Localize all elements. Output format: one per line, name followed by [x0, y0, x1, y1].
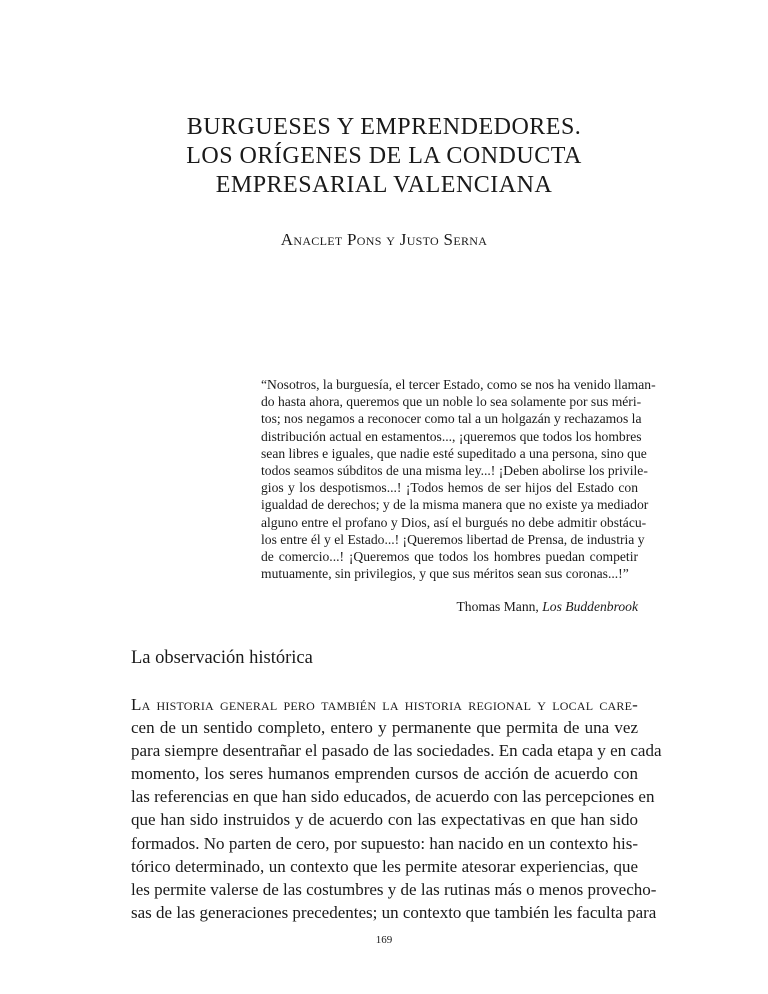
attribution-work: Los Buddenbrook — [542, 599, 638, 614]
page-number: 169 — [375, 934, 393, 946]
body-line: momento, los seres humanos emprenden cursos de acción de acuerdo con — [131, 764, 638, 784]
epigraph-line: distribución actual en estamentos..., ¡queremos que todos los hombres — [261, 428, 642, 444]
body-line: para siempre desentrañar el pasado de las sociedades. En cada etapa y en cada — [131, 741, 662, 761]
chapter-title — [0, 113, 768, 200]
epigraph-quote — [261, 376, 656, 582]
body-line: sas de las generaciones precedentes; un contexto que también les faculta para — [131, 902, 657, 922]
chapter-authors: Anaclet Pons y Justo Serna — [280, 230, 488, 249]
title-line: BURGUESES Y EMPRENDEDORES. — [186, 114, 582, 140]
epigraph-line: “Nosotros, la burguesía, el tercer Estado, como se nos ha venido llaman- — [261, 377, 656, 392]
epigraph-line: igualdad de derechos; y de la misma manera que no existe ya mediador — [261, 497, 649, 513]
body-line: cen de un sentido completo, entero y permanente que permita de una vez — [131, 718, 638, 738]
body-line: formados. No parten de cero, por supuesto: han nacido en un contexto his- — [131, 833, 638, 853]
body-line: las referencias en que han sido educados, de acuerdo con las percepciones en — [131, 787, 655, 807]
epigraph-line: sean libres e iguales, que nadie esté supeditado a una persona, sino que — [261, 445, 647, 461]
epigraph-line: de comercio...! ¡Queremos que todos los hombres puedan competir — [261, 549, 638, 565]
body-line: tórico determinado, un contexto que les permite atesorar experiencias, que — [131, 856, 638, 876]
title-line: EMPRESARIAL VALENCIANA — [215, 172, 553, 198]
body-line: les permite valerse de las costumbres y de las rutinas más o menos provecho- — [131, 879, 657, 899]
body-paragraph — [131, 693, 662, 924]
epigraph-line: todos seamos súbditos de una misma ley...! ¡Deben abolirse los privile- — [261, 463, 648, 479]
epigraph-attribution — [261, 599, 638, 615]
section-heading: La observación histórica — [131, 648, 313, 668]
title-line: LOS ORÍGENES DE LA CONDUCTA — [186, 143, 582, 169]
attribution-author: Thomas Mann, — [456, 599, 543, 614]
epigraph-line: gios y los despotismos...! ¡Todos hemos de ser hijos del Estado con — [261, 480, 638, 496]
epigraph-line: tos; nos negamos a reconocer como tal a un holgazán y rechazamos la — [261, 411, 642, 427]
epigraph-line: do hasta ahora, queremos que un noble lo sea solamente por sus méri- — [261, 394, 642, 410]
body-line: que han sido instruidos y de acuerdo con las expectativas en que han sido — [131, 810, 638, 830]
epigraph-line: alguno entre el profano y Dios, así el burgués no debe admitir obstácu- — [261, 514, 647, 530]
body-line-smallcaps: La historia general pero también la historia regional y local care- — [131, 695, 638, 714]
epigraph-line: los entre él y el Estado...! ¡Queremos libertad de Prensa, de industria y — [261, 531, 645, 547]
epigraph-line: mutuamente, sin privilegios, y que sus méritos sean sus coronas...!” — [261, 566, 629, 582]
